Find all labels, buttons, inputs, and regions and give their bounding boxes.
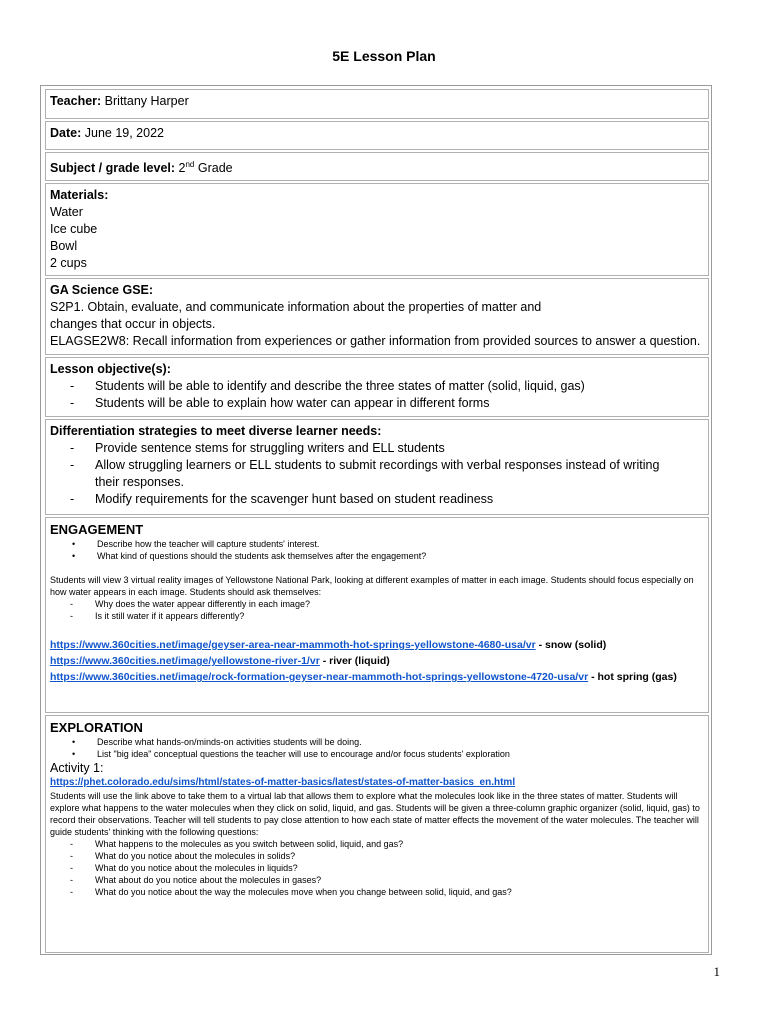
subject-grade-number: 2: [178, 161, 186, 176]
gse-line: ELAGSE2W8: Recall information from experiences or gather information from provided sources to answer a question.: [50, 334, 701, 348]
vr-link-river[interactable]: https://www.360cities.net/image/yellowstone-river-1/vr: [50, 655, 320, 667]
material-item: 2 cups: [50, 256, 87, 270]
objective-item: - Students will be able to explain how water can appear in different forms: [70, 395, 704, 412]
exploration-question: - What do you notice about the way the molecules move when you change between solid, liquid, and gas?: [70, 886, 704, 898]
teacher-label: Teacher:: [50, 94, 102, 108]
differentiation-item: - Allow struggling learners or ELL students to submit recordings with verbal responses instead of writing their responses.: [70, 457, 704, 491]
date-value: June 19, 2022: [84, 126, 164, 140]
date-label: Date:: [50, 126, 82, 140]
objective-item: - Students will be able to identify and describe the three states of matter (solid, liquid, gas): [70, 378, 704, 395]
engagement-question: - Is it still water if it appears differently?: [70, 610, 704, 622]
objectives-label: Lesson objective(s):: [50, 362, 171, 376]
vr-link-note: - snow (solid): [535, 639, 607, 651]
exploration-question: - What about do you notice about the molecules in gases?: [70, 874, 704, 886]
vr-link-snow[interactable]: https://www.360cities.net/image/geyser-area-near-mammoth-hot-springs-yellowstone-4680-usa/vr: [50, 639, 536, 651]
engagement-section: [45, 517, 709, 713]
engagement-questions: [50, 598, 704, 622]
material-item: Water: [50, 205, 83, 219]
exploration-question: - What do you notice about the molecules in solids?: [70, 850, 704, 862]
gse-label: GA Science GSE:: [50, 283, 154, 297]
engagement-prompt: • What kind of questions should the students ask themselves after the engagement?: [72, 550, 704, 562]
gse-line: S2P1. Obtain, evaluate, and communicate information about the properties of matter and: [50, 300, 542, 314]
differentiation-item: - Modify requirements for the scavenger hunt based on student readiness: [70, 491, 704, 508]
exploration-prompts: [50, 736, 704, 760]
differentiation-item: - Provide sentence stems for struggling writers and ELL students: [70, 440, 704, 457]
vr-link-note: - hot spring (gas): [588, 671, 677, 683]
teacher-value: Brittany Harper: [104, 94, 189, 108]
exploration-question: - What do you notice about the molecules in liquids?: [70, 862, 704, 874]
subject-grade-text: Grade: [194, 161, 233, 176]
subject-grade-suffix: nd: [185, 160, 195, 169]
engagement-links: [50, 637, 704, 685]
subject-row: [45, 152, 709, 181]
phet-sim-link[interactable]: https://phet.colorado.edu/sims/html/states-of-matter-basics/latest/states-of-matter-basics_en.html: [50, 777, 516, 788]
subject-label: Subject / grade level:: [50, 161, 176, 176]
material-item: Bowl: [50, 239, 78, 253]
gse-line: changes that occur in objects.: [50, 317, 216, 331]
link-row: [50, 669, 704, 685]
activity-label: Activity 1:: [50, 761, 104, 775]
vr-link-hot-spring[interactable]: https://www.360cities.net/image/rock-formation-geyser-near-mammoth-hot-springs-yellowstone-4720-usa/vr: [50, 671, 589, 683]
objectives-list: [50, 378, 704, 412]
exploration-paragraph: Students will use the link above to take them to a virtual lab that allows them to explore what the molecules look like in the three states of matter. Students will explore what happens to the water molecules when they click on solid, liquid, and gas. Students will be given a three-column graphic organizer (solid, liquid, gas) to record their observations. Teacher will tell students to pay close attention to how each state of matter effects the movement of the water molecules. The teacher will guide students' thinking with the following questions:: [50, 791, 700, 837]
differentiation-row: [45, 419, 709, 515]
engagement-heading: ENGAGEMENT: [50, 522, 144, 537]
engagement-prompts: [50, 538, 704, 562]
objectives-row: [45, 357, 709, 417]
exploration-questions: [50, 838, 704, 898]
page-number: 1: [713, 964, 720, 979]
differentiation-label: Differentiation strategies to meet diverse learner needs:: [50, 424, 382, 438]
exploration-prompt: • Describe what hands-on/minds-on activities students will be doing.: [72, 736, 704, 748]
teacher-row: [45, 89, 709, 119]
exploration-heading: EXPLORATION: [50, 720, 143, 735]
link-row: [50, 637, 704, 653]
engagement-paragraph: Students will view 3 virtual reality images of Yellowstone National Park, looking at different examples of matter in each image. Students should focus especially on how water appears in each image. Students should ask themselves:: [50, 575, 694, 597]
materials-row: [45, 183, 709, 276]
exploration-section: [45, 715, 709, 953]
document-title: 5E Lesson Plan: [332, 48, 436, 64]
exploration-prompt: • List "big idea" conceptual questions the teacher will use to encourage and/or focus students' exploration: [72, 748, 704, 760]
differentiation-list: [50, 440, 704, 508]
material-item: Ice cube: [50, 222, 98, 236]
gse-row: [45, 278, 709, 355]
link-row: [50, 653, 704, 669]
date-row: [45, 121, 709, 150]
exploration-question: - What happens to the molecules as you switch between solid, liquid, and gas?: [70, 838, 704, 850]
vr-link-note: - river (liquid): [319, 655, 390, 667]
engagement-prompt: • Describe how the teacher will capture students' interest.: [72, 538, 704, 550]
engagement-question: - Why does the water appear differently in each image?: [70, 598, 704, 610]
materials-label: Materials:: [50, 188, 109, 202]
